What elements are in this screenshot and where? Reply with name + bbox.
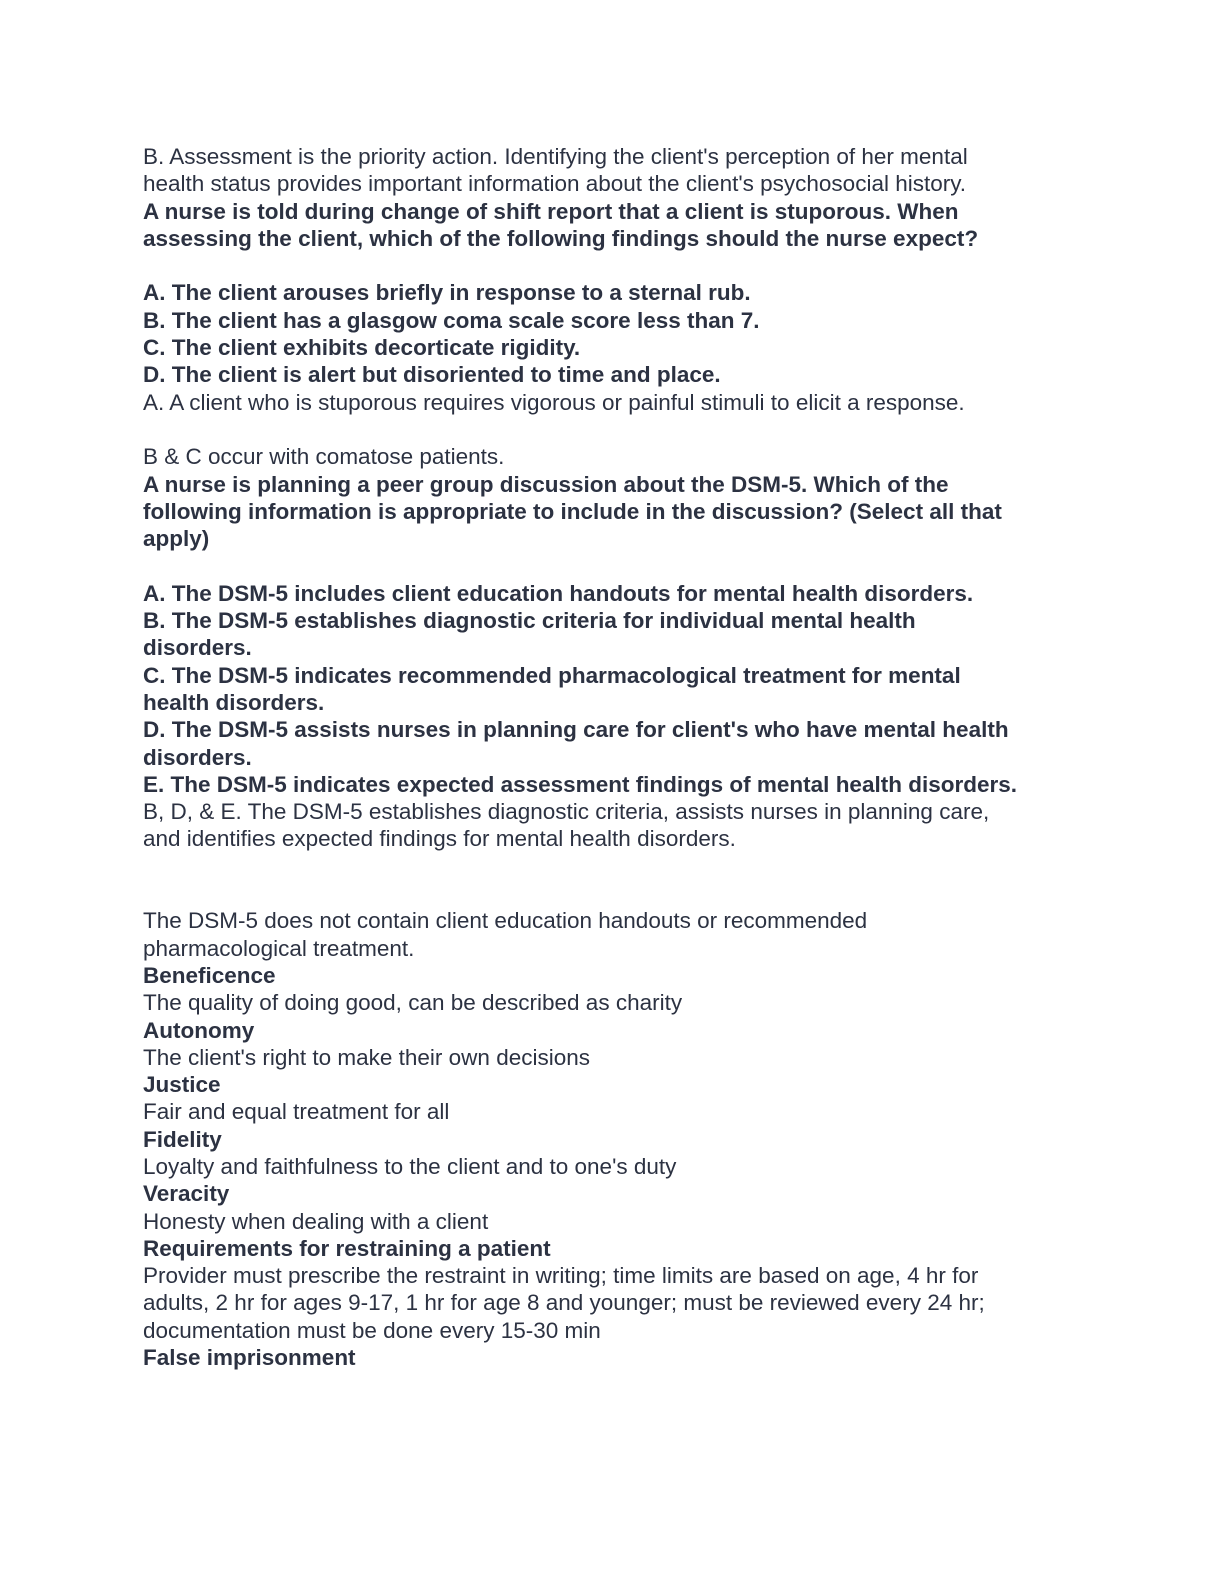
question-text: assessing the client, which of the following findings should the nurse expect? bbox=[143, 225, 979, 251]
question-text: apply) bbox=[143, 526, 210, 552]
term-heading: Autonomy bbox=[143, 1017, 255, 1043]
document-page bbox=[143, 143, 1083, 1371]
term-definition: The client's right to make their own decisions bbox=[143, 1044, 591, 1070]
term-heading: Justice bbox=[143, 1072, 221, 1098]
option-a: A. The DSM-5 includes client education handouts for mental health disorders. bbox=[143, 580, 974, 606]
option-c: C. The DSM-5 indicates recommended pharmacological treatment for mental bbox=[143, 662, 961, 688]
term-heading: Veracity bbox=[143, 1181, 230, 1207]
term-heading: Fidelity bbox=[143, 1126, 222, 1152]
spacer bbox=[143, 252, 1083, 279]
spacer bbox=[143, 416, 1083, 443]
term-heading: Beneficence bbox=[143, 962, 276, 988]
answer-text: B, D, & E. The DSM-5 establishes diagnostic criteria, assists nurses in planning care, bbox=[143, 799, 990, 825]
question-text: following information is appropriate to include in the discussion? (Select all that bbox=[143, 498, 1002, 524]
term-heading: Requirements for restraining a patient bbox=[143, 1235, 551, 1261]
term-definition: Provider must prescribe the restraint in writing; time limits are based on age, 4 hr for bbox=[143, 1263, 979, 1289]
term-definition: documentation must be done every 15-30 min bbox=[143, 1317, 601, 1343]
option-b: B. The DSM-5 establishes diagnostic criteria for individual mental health bbox=[143, 608, 916, 634]
option-b: B. The client has a glasgow coma scale score less than 7. bbox=[143, 307, 760, 333]
spacer bbox=[143, 853, 1083, 908]
term-definition: The quality of doing good, can be described as charity bbox=[143, 990, 683, 1016]
option-d: disorders. bbox=[143, 744, 252, 770]
term-definition: Honesty when dealing with a client bbox=[143, 1208, 489, 1234]
answer-text: A. A client who is stuporous requires vigorous or painful stimuli to elicit a response. bbox=[143, 389, 965, 415]
answer-text: and identifies expected findings for mental health disorders. bbox=[143, 826, 736, 852]
term-definition: Loyalty and faithfulness to the client and to one's duty bbox=[143, 1153, 677, 1179]
option-b: disorders. bbox=[143, 635, 252, 661]
term-definition: Fair and equal treatment for all bbox=[143, 1099, 450, 1125]
spacer bbox=[143, 552, 1083, 579]
answer-note: B & C occur with comatose patients. bbox=[143, 444, 505, 470]
option-c: C. The client exhibits decorticate rigidity. bbox=[143, 335, 581, 361]
answer-note: The DSM-5 does not contain client education handouts or recommended bbox=[143, 908, 868, 934]
option-c: health disorders. bbox=[143, 689, 325, 715]
answer-text: B. Assessment is the priority action. Identifying the client's perception of her mental bbox=[143, 144, 968, 169]
option-e: E. The DSM-5 indicates expected assessment findings of mental health disorders. bbox=[143, 771, 1017, 797]
term-heading: False imprisonment bbox=[143, 1345, 356, 1371]
option-d: D. The client is alert but disoriented to time and place. bbox=[143, 362, 721, 388]
option-a: A. The client arouses briefly in response to a sternal rub. bbox=[143, 280, 751, 306]
answer-note: pharmacological treatment. bbox=[143, 935, 415, 961]
answer-text: health status provides important information about the client's psychosocial history. bbox=[143, 171, 967, 197]
question-text: A nurse is told during change of shift report that a client is stuporous. When bbox=[143, 198, 959, 224]
question-text: A nurse is planning a peer group discussion about the DSM-5. Which of the bbox=[143, 471, 949, 497]
term-definition: adults, 2 hr for ages 9-17, 1 hr for age 8 and younger; must be reviewed every 24 hr; bbox=[143, 1290, 985, 1316]
option-d: D. The DSM-5 assists nurses in planning care for client's who have mental health bbox=[143, 717, 1009, 743]
